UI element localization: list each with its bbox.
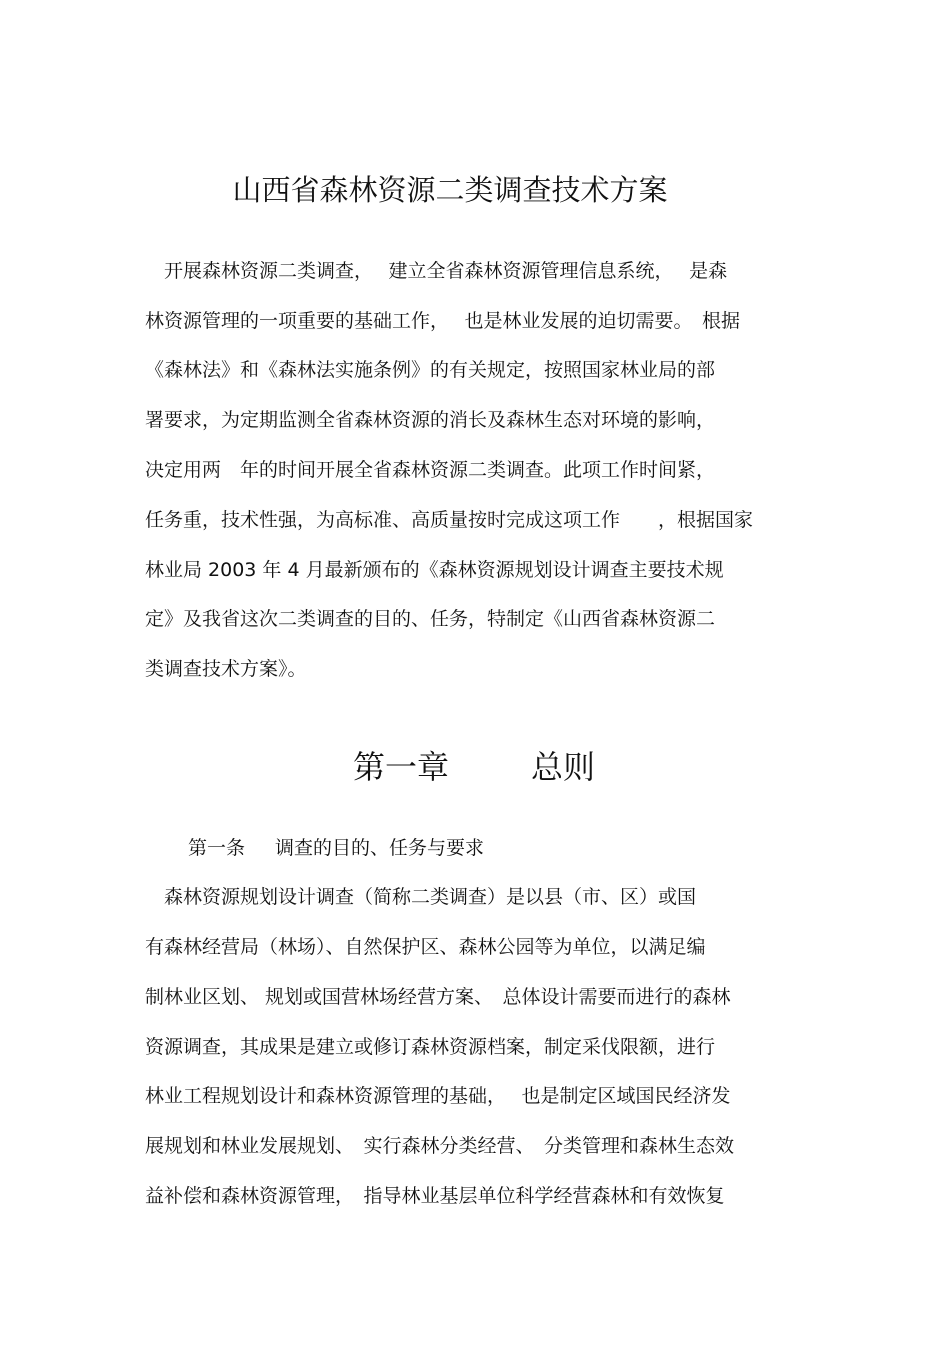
intro-line: 定》及我省这次二类调查的目的、任务，特制定《山西省森林资源二 <box>145 608 716 630</box>
intro-line: 类调查技术方案》。 <box>145 658 307 680</box>
chapter-heading <box>353 745 595 789</box>
article-title: 调查的目的、任务与要求 <box>275 837 485 859</box>
article-line: 制林业区划、 规划或国营林场经营方案、 总体设计需要而进行的森林 <box>145 986 731 1008</box>
article-number: 第一条 <box>188 837 246 859</box>
article-line: 资源调查，其成果是建立或修订森林资源档案，制定采伐限额，进行 <box>145 1036 716 1058</box>
intro-line: 任务重，技术性强，为高标准、高质量按时完成这项工作 ，根据国家 <box>145 509 754 531</box>
article-heading <box>188 834 484 862</box>
intro-line: 署要求，为定期监测全省森林资源的消长及森林生态对环境的影响， <box>145 409 716 431</box>
document-title-text: 山西省森林资源二类调查技术方案 <box>232 173 668 207</box>
document-title <box>0 168 900 212</box>
article-line: 有森林经营局（林场）、自然保护区、森林公园等为单位，以满足编 <box>145 936 706 958</box>
article-line: 展规划和林业发展规划、 实行森林分类经营、 分类管理和森林生态效 <box>145 1135 735 1157</box>
chapter-name: 总则 <box>531 748 596 786</box>
article-line: 林业工程规划设计和森林资源管理的基础， 也是制定区域国民经济发 <box>145 1085 731 1107</box>
chapter-number: 第一章 <box>353 748 450 786</box>
intro-line: 《森林法》和《森林法实施条例》的有关规定，按照国家林业局的部 <box>145 359 716 381</box>
intro-line: 开展森林资源二类调查， 建立全省森林资源管理信息系统， 是森 <box>145 260 728 282</box>
intro-line: 林业局 2003 年 4 月最新颁布的《森林资源规划设计调查主要技术规 <box>145 559 724 581</box>
intro-line: 决定用两 年的时间开展全省森林资源二类调查。此项工作时间紧， <box>145 459 716 481</box>
intro-line: 林资源管理的一项重要的基础工作， 也是林业发展的迫切需要。 根据 <box>145 310 741 332</box>
article-line: 森林资源规划设计调查（简称二类调查）是以县（市、区）或国 <box>145 886 697 908</box>
article-line: 益补偿和森林资源管理， 指导林业基层单位科学经营森林和有效恢复 <box>145 1185 725 1207</box>
